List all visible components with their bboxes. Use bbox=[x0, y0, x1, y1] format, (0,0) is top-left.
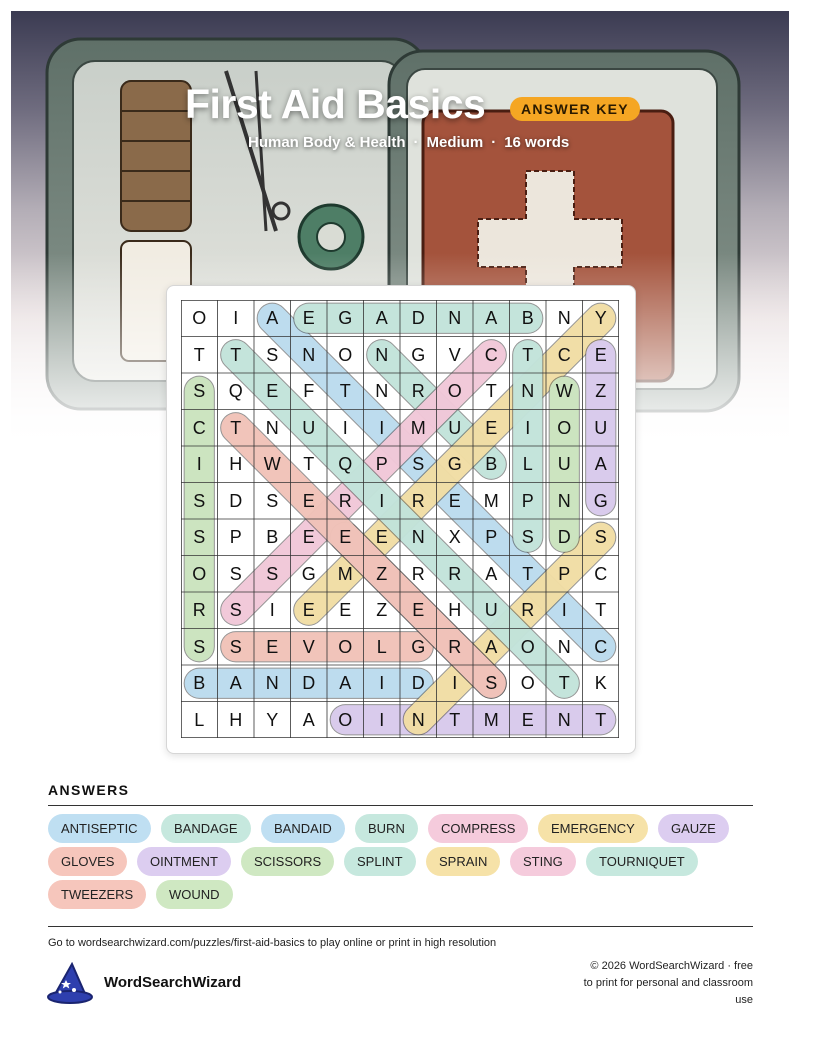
grid-cell[interactable]: N bbox=[448, 308, 462, 328]
copyright-text: © 2026 WordSearchWizard · free to print for personal and classroom use bbox=[583, 960, 753, 1006]
answer-word-pill: SPLINT bbox=[344, 847, 416, 876]
word-count-label: 16 words bbox=[504, 134, 570, 151]
grid-cell[interactable]: S bbox=[266, 490, 279, 511]
grid-cell[interactable]: H bbox=[229, 454, 243, 474]
grid-cell[interactable]: R bbox=[411, 381, 425, 401]
grid-cell[interactable]: H bbox=[448, 600, 462, 620]
grid-cell[interactable]: S bbox=[229, 600, 242, 620]
grid-cell[interactable]: O bbox=[447, 381, 462, 401]
grid-cell[interactable]: T bbox=[230, 344, 242, 365]
grid-cell[interactable]: R bbox=[338, 490, 352, 511]
grid-cell[interactable]: E bbox=[339, 527, 352, 547]
grid-cell[interactable]: M bbox=[483, 709, 499, 730]
grid-cell[interactable]: I bbox=[561, 600, 567, 620]
grid-cell[interactable]: W bbox=[263, 454, 281, 474]
grid-cell[interactable]: N bbox=[411, 527, 425, 547]
grid-cell[interactable]: E bbox=[266, 636, 279, 657]
grid-cell[interactable]: P bbox=[485, 527, 498, 547]
grid-cell[interactable]: S bbox=[594, 527, 607, 547]
grid-cell[interactable]: Z bbox=[376, 600, 388, 620]
grid-cell[interactable]: S bbox=[266, 344, 279, 365]
grid-cell[interactable]: N bbox=[557, 308, 571, 328]
grid-cell[interactable]: E bbox=[521, 709, 534, 730]
answer-word-pill: COMPRESS bbox=[428, 814, 528, 843]
grid-cell[interactable]: Z bbox=[376, 563, 388, 584]
grid-cell[interactable]: H bbox=[229, 709, 243, 730]
grid-cell[interactable]: N bbox=[557, 636, 571, 657]
grid-cell[interactable]: D bbox=[411, 673, 425, 693]
grid-cell[interactable]: N bbox=[557, 709, 571, 730]
grid-cell[interactable]: E bbox=[302, 527, 315, 547]
grid-cell[interactable]: U bbox=[448, 417, 462, 438]
grid-cell[interactable]: B bbox=[521, 308, 534, 328]
grid-cell[interactable]: I bbox=[379, 417, 385, 438]
grid-cell[interactable]: L bbox=[194, 709, 205, 730]
answer-word-pill: TOURNIQUET bbox=[586, 847, 698, 876]
grid-cell[interactable]: T bbox=[595, 709, 607, 730]
answer-word-pill: SCISSORS bbox=[241, 847, 334, 876]
answer-word-pill: ANTISEPTIC bbox=[48, 814, 151, 843]
grid-cell[interactable]: P bbox=[521, 490, 534, 511]
grid-cell[interactable]: O bbox=[338, 709, 353, 730]
meta-separator: · bbox=[413, 134, 419, 151]
grid-cell[interactable]: T bbox=[449, 709, 461, 730]
grid-cell[interactable]: N bbox=[265, 417, 279, 438]
grid-cell[interactable]: A bbox=[594, 454, 607, 474]
grid-cell[interactable]: E bbox=[266, 381, 279, 401]
grid-cell[interactable]: O bbox=[338, 344, 353, 365]
grid-cell[interactable]: L bbox=[522, 454, 533, 474]
grid-cell[interactable]: A bbox=[485, 563, 498, 584]
grid-cell[interactable]: I bbox=[525, 417, 531, 438]
grid-cell[interactable]: T bbox=[339, 381, 351, 401]
grid-cell[interactable]: T bbox=[558, 673, 570, 693]
grid-cell[interactable]: G bbox=[593, 490, 608, 511]
grid-cell[interactable]: N bbox=[521, 381, 535, 401]
grid-cell[interactable]: R bbox=[521, 600, 535, 620]
grid-cell[interactable]: K bbox=[594, 673, 607, 693]
grid-cell[interactable]: A bbox=[229, 673, 242, 693]
grid-cell[interactable]: U bbox=[557, 454, 571, 474]
grid-cell[interactable]: I bbox=[269, 600, 275, 620]
grid-cell[interactable]: M bbox=[337, 563, 353, 584]
grid-cell[interactable]: R bbox=[448, 563, 462, 584]
grid-cell[interactable]: N bbox=[375, 344, 389, 365]
answer-word-pill: OINTMENT bbox=[137, 847, 231, 876]
grid-cell[interactable]: D bbox=[229, 490, 243, 511]
grid-cell[interactable]: R bbox=[411, 563, 425, 584]
grid-cell[interactable]: G bbox=[411, 636, 426, 657]
word-search-grid[interactable] bbox=[181, 300, 619, 738]
answer-word-pill: WOUND bbox=[156, 880, 233, 909]
grid-cell[interactable]: R bbox=[411, 490, 425, 511]
answer-word-pill: EMERGENCY bbox=[538, 814, 648, 843]
grid-cell[interactable]: M bbox=[483, 490, 499, 511]
grid-cell[interactable]: N bbox=[375, 381, 389, 401]
grid-cell[interactable]: E bbox=[302, 490, 315, 511]
grid-cell[interactable]: O bbox=[557, 417, 572, 438]
grid-cell[interactable]: T bbox=[595, 600, 607, 620]
grid-cell[interactable]: E bbox=[594, 344, 607, 365]
grid-cell[interactable]: T bbox=[230, 417, 242, 438]
grid-cell[interactable]: S bbox=[193, 636, 206, 657]
answer-word-pill: GLOVES bbox=[48, 847, 127, 876]
wizard-hat-icon bbox=[46, 962, 94, 1009]
grid-cell[interactable]: A bbox=[302, 709, 315, 730]
grid-cell[interactable]: Q bbox=[338, 454, 353, 474]
grid-cell[interactable]: T bbox=[485, 381, 497, 401]
grid-cell[interactable]: P bbox=[229, 527, 242, 547]
grid-cell[interactable]: I bbox=[342, 417, 348, 438]
answer-word-pill: STING bbox=[510, 847, 576, 876]
grid-cell[interactable]: I bbox=[379, 709, 385, 730]
grid-cell[interactable]: S bbox=[412, 454, 425, 474]
grid-cell[interactable]: P bbox=[375, 454, 388, 474]
grid-cell[interactable]: A bbox=[375, 308, 388, 328]
grid-cell[interactable]: O bbox=[338, 636, 353, 657]
grid-cell[interactable]: W bbox=[555, 381, 573, 401]
grid-cell[interactable]: B bbox=[485, 454, 498, 474]
grid-cell[interactable]: O bbox=[192, 308, 207, 328]
grid-cell[interactable]: A bbox=[485, 636, 498, 657]
grid-cell[interactable]: G bbox=[338, 308, 353, 328]
answer-key-badge: ANSWER KEY bbox=[510, 97, 640, 121]
grid-cell[interactable]: N bbox=[302, 344, 316, 365]
grid-cell[interactable]: E bbox=[339, 600, 352, 620]
page-title: First Aid Basics bbox=[185, 81, 486, 127]
answer-word-pill: BURN bbox=[355, 814, 418, 843]
difficulty-label: Medium bbox=[426, 134, 484, 151]
grid-cell[interactable]: T bbox=[522, 563, 534, 584]
grid-cell[interactable]: D bbox=[557, 527, 571, 547]
grid-cell[interactable]: I bbox=[379, 673, 385, 693]
grid-cell[interactable]: C bbox=[192, 417, 206, 438]
grid-cell[interactable]: N bbox=[557, 490, 571, 511]
puzzle-meta bbox=[248, 134, 569, 151]
grid-cell[interactable]: G bbox=[301, 563, 316, 584]
grid-cell[interactable]: Y bbox=[266, 709, 279, 730]
grid-cell[interactable]: R bbox=[448, 636, 462, 657]
grid-cell[interactable]: L bbox=[376, 636, 387, 657]
grid-cell[interactable]: D bbox=[411, 308, 425, 328]
grid-cell[interactable]: F bbox=[303, 381, 315, 401]
grid-cell[interactable]: B bbox=[266, 527, 279, 547]
grid-cell[interactable]: S bbox=[193, 490, 206, 511]
grid-cell[interactable]: P bbox=[558, 563, 571, 584]
grid-cell[interactable]: U bbox=[302, 417, 316, 438]
grid-cell[interactable]: A bbox=[485, 308, 498, 328]
grid-cell[interactable]: V bbox=[302, 636, 315, 657]
grid-cell[interactable]: S bbox=[485, 673, 498, 693]
grid-cell[interactable]: O bbox=[520, 636, 535, 657]
grid-cell[interactable]: C bbox=[557, 344, 571, 365]
answers-heading: ANSWERS bbox=[48, 782, 130, 798]
grid-cell[interactable]: X bbox=[448, 527, 461, 547]
answer-word-pill: SPRAIN bbox=[426, 847, 500, 876]
grid-cell[interactable]: T bbox=[303, 454, 315, 474]
grid-cell[interactable]: S bbox=[229, 563, 242, 584]
grid-cell[interactable]: C bbox=[594, 636, 608, 657]
answers-divider bbox=[48, 805, 753, 806]
grid-cell[interactable]: S bbox=[266, 563, 279, 584]
grid-cell[interactable]: Z bbox=[595, 381, 607, 401]
answer-word-pill: BANDAID bbox=[261, 814, 345, 843]
grid-cell[interactable]: I bbox=[379, 490, 385, 511]
grid-cell[interactable]: I bbox=[452, 673, 458, 693]
grid-cell[interactable]: E bbox=[448, 490, 461, 511]
grid-cell[interactable]: S bbox=[193, 381, 206, 401]
category-label: Human Body & Health bbox=[248, 134, 406, 151]
grid-cell[interactable]: N bbox=[411, 709, 425, 730]
grid-cell[interactable]: I bbox=[196, 454, 202, 474]
grid-cell[interactable]: D bbox=[302, 673, 316, 693]
grid-cell[interactable]: U bbox=[484, 600, 498, 620]
grid-cell[interactable]: I bbox=[233, 308, 239, 328]
grid-cell[interactable]: O bbox=[520, 673, 535, 693]
grid-cell[interactable]: T bbox=[193, 344, 205, 365]
grid-cell[interactable]: T bbox=[522, 344, 534, 365]
grid-cell[interactable]: G bbox=[411, 344, 426, 365]
grid-cell[interactable]: S bbox=[193, 527, 206, 547]
grid-cell[interactable]: Q bbox=[228, 381, 243, 401]
grid-cell[interactable]: Y bbox=[594, 308, 607, 328]
grid-cell[interactable]: R bbox=[192, 600, 206, 620]
grid-cell[interactable]: E bbox=[375, 527, 388, 547]
grid-cell[interactable]: E bbox=[485, 417, 498, 438]
answer-word-pill: TWEEZERS bbox=[48, 880, 146, 909]
answer-word-pill: BANDAGE bbox=[161, 814, 251, 843]
answer-word-pill: GAUZE bbox=[658, 814, 729, 843]
grid-cell[interactable]: C bbox=[594, 563, 608, 584]
meta-separator: · bbox=[491, 134, 497, 151]
grid-cell[interactable]: V bbox=[448, 344, 461, 365]
grid-cell[interactable]: A bbox=[266, 308, 279, 328]
grid-cell[interactable]: O bbox=[192, 563, 207, 584]
grid-cell[interactable]: S bbox=[521, 527, 534, 547]
brand-name: WordSearchWizard bbox=[104, 974, 242, 991]
grid-cell[interactable]: E bbox=[412, 600, 425, 620]
grid-cell[interactable]: S bbox=[229, 636, 242, 657]
grid-cell[interactable]: C bbox=[484, 344, 498, 365]
grid-cell[interactable]: B bbox=[193, 673, 206, 693]
grid-cell[interactable]: U bbox=[594, 417, 608, 438]
grid-cell[interactable]: E bbox=[302, 308, 315, 328]
footer-divider bbox=[48, 926, 753, 927]
footer-link-text[interactable]: Go to wordsearchwizard.com/puzzles/first-aid-basics to play online or print in high resolution bbox=[48, 937, 497, 949]
grid-cell[interactable]: M bbox=[410, 417, 426, 438]
grid-cell[interactable]: G bbox=[447, 454, 462, 474]
grid-cell[interactable]: N bbox=[265, 673, 279, 693]
grid-cell[interactable]: E bbox=[302, 600, 315, 620]
grid-cell[interactable]: A bbox=[339, 673, 352, 693]
